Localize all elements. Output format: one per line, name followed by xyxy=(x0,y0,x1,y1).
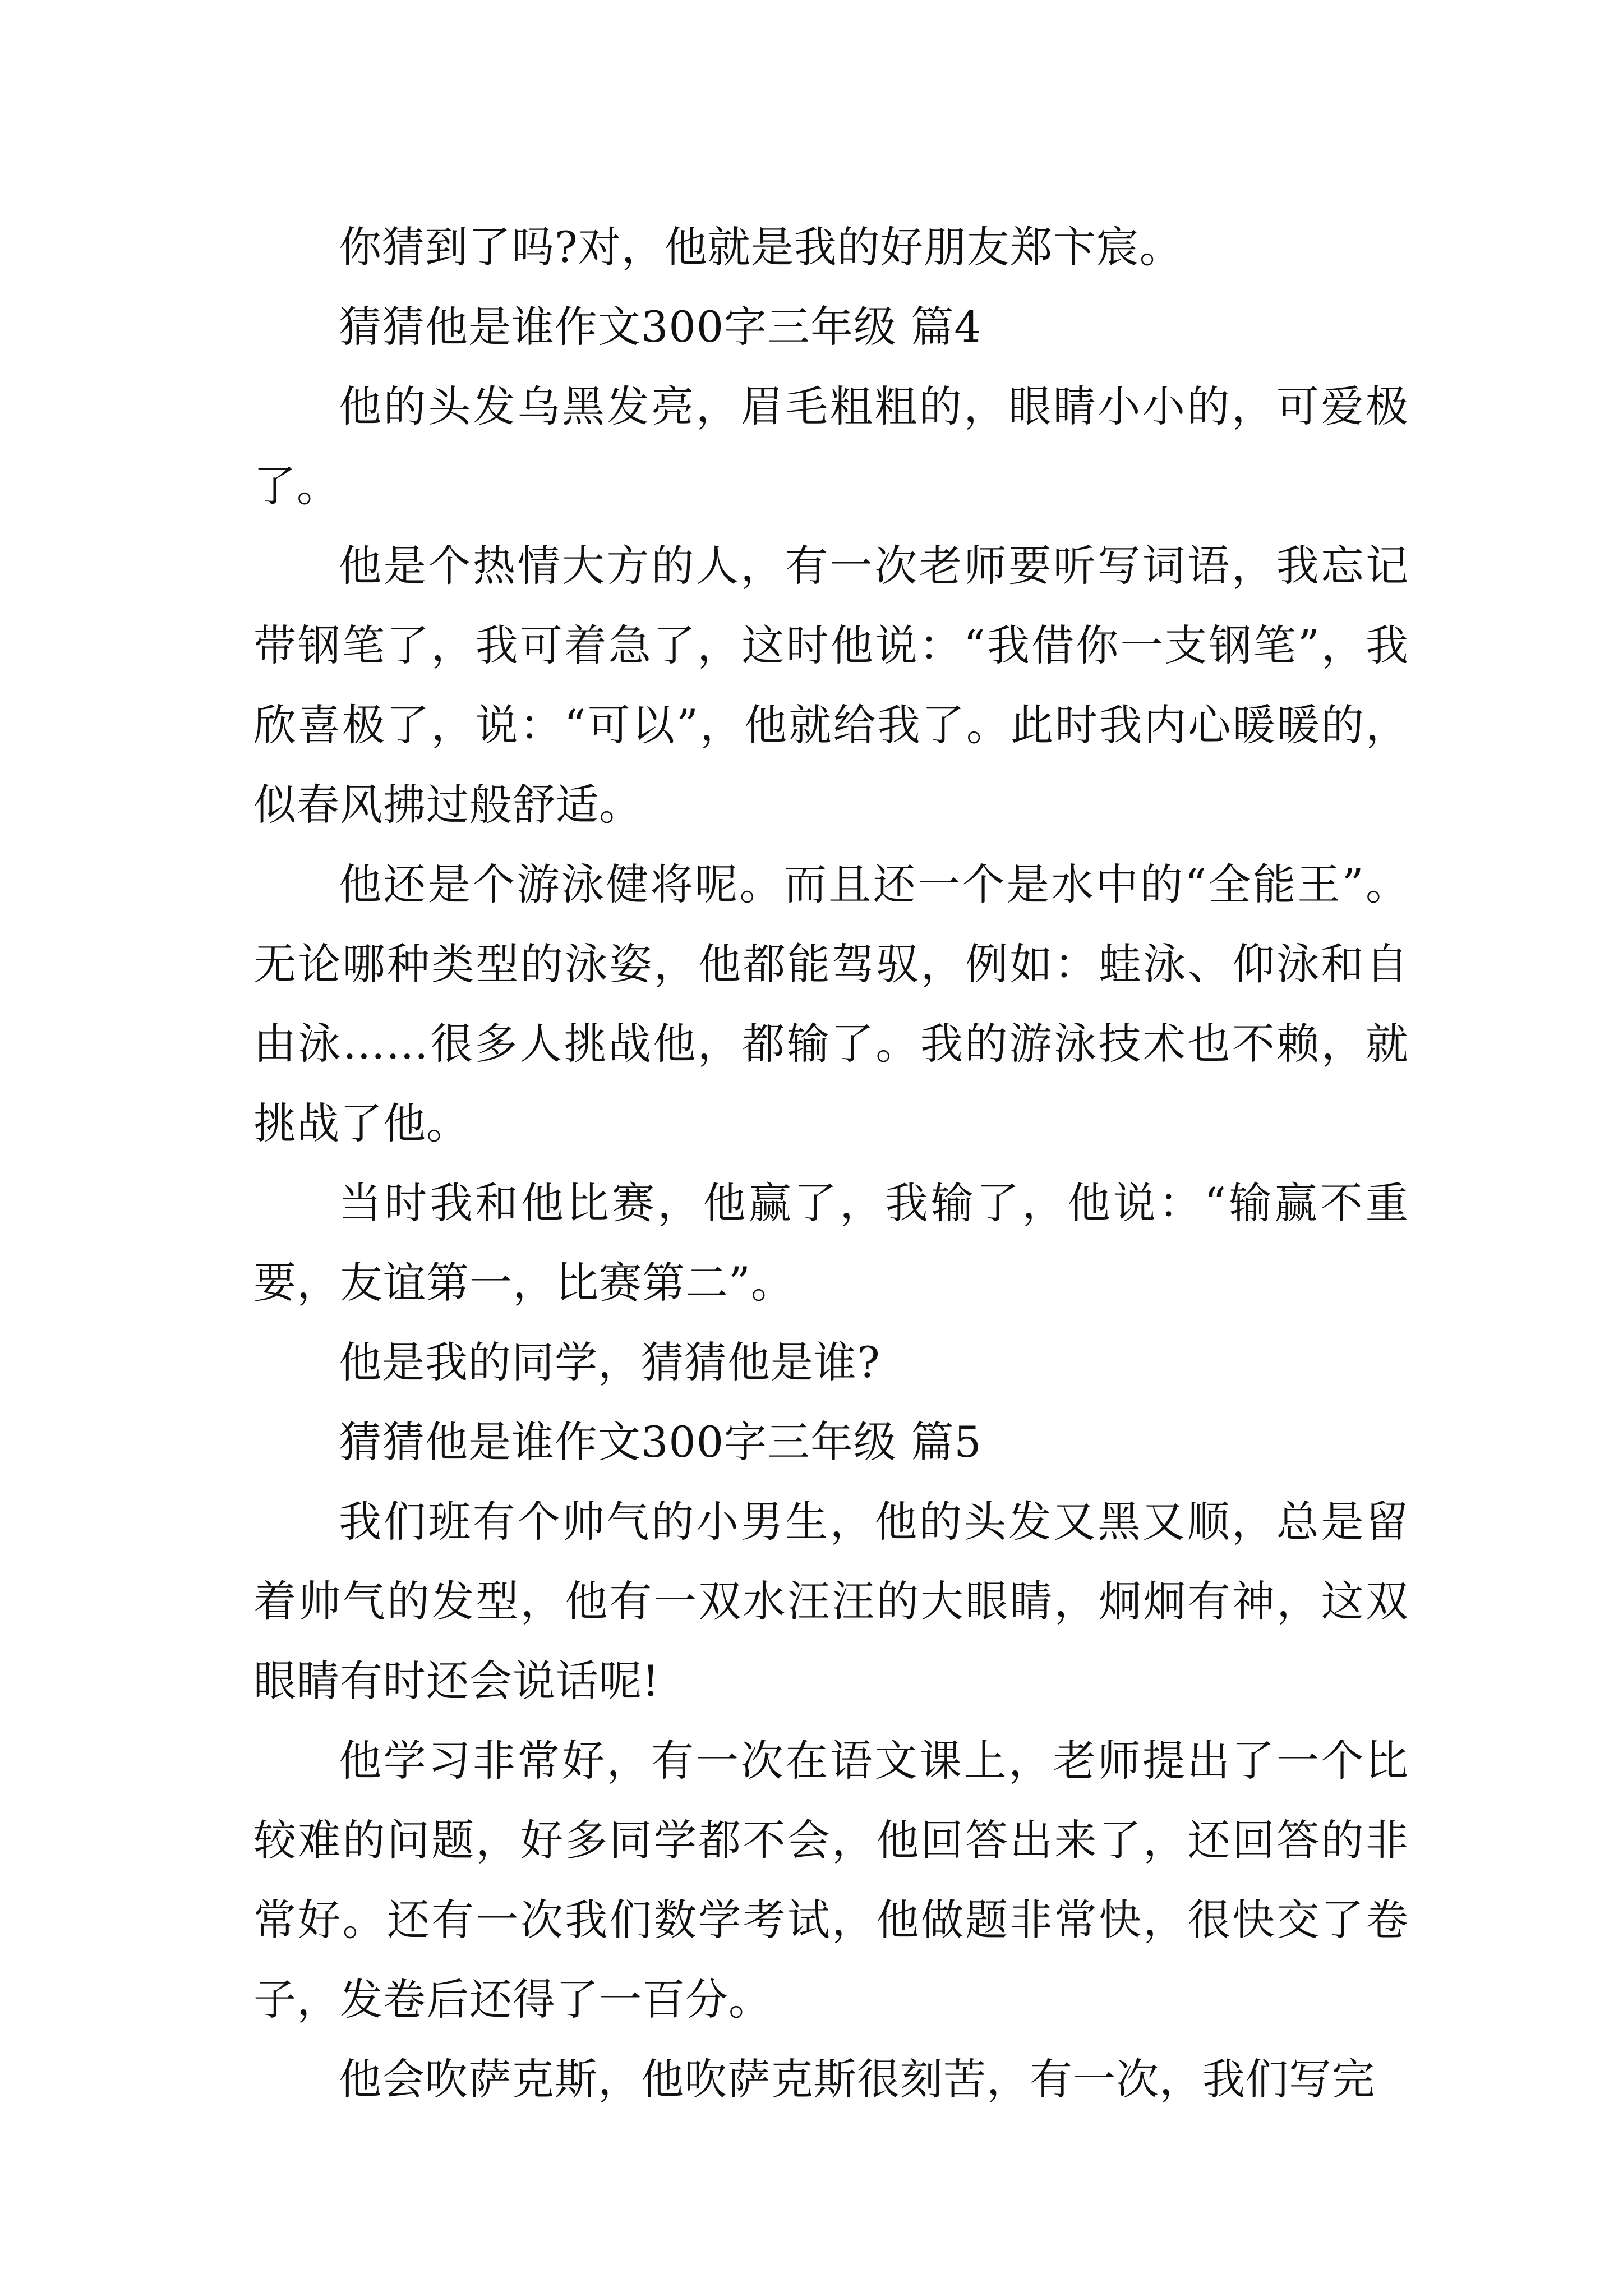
paragraph: 他的头发乌黑发亮，眉毛粗粗的，眼睛小小的，可爱极了。 xyxy=(253,381,1409,511)
paragraph: 他还是个游泳健将呢。而且还一个是水中的“全能王”。无论哪种类型的泳姿，他都能驾驭，例如：蛙泳、仰泳和自由泳……很多人挑战他，都输了。我的游泳技术也不赖，就挑战了他。 xyxy=(253,859,1409,1148)
section-heading: 猜猜他是谁作文300字三年级 篇4 xyxy=(339,302,982,352)
paragraph: 他是个热情大方的人，有一次老师要听写词语，我忘记带钢笔了，我可着急了，这时他说：“我借你一支钢笔”，我欣喜极了，说：“可以”，他就给我了。此时我内心暖暖的，似春风拂过般舒适。 xyxy=(253,541,1409,830)
paragraph: 他会吹萨克斯，他吹萨克斯很刻苦，有一次，我们写完 xyxy=(339,2054,1375,2104)
paragraph: 他是我的同学，猜猜他是谁? xyxy=(339,1337,880,1387)
paragraph: 你猜到了吗?对，他就是我的好朋友郑卞宸。 xyxy=(339,222,1183,272)
document-body xyxy=(253,208,1409,2119)
paragraph: 当时我和他比赛，他赢了，我输了，他说：“输赢不重要，友谊第一，比赛第二”。 xyxy=(253,1178,1409,1308)
section-heading: 猜猜他是谁作文300字三年级 篇5 xyxy=(339,1417,982,1467)
paragraph: 他学习非常好，有一次在语文课上，老师提出了一个比较难的问题，好多同学都不会，他回答出来了，还回答的非常好。还有一次我们数学考试，他做题非常快，很快交了卷子，发卷后还得了一百分。 xyxy=(253,1736,1409,2024)
paragraph: 我们班有个帅气的小男生，他的头发又黑又顺，总是留着帅气的发型，他有一双水汪汪的大眼睛，炯炯有神，这双眼睛有时还会说话呢! xyxy=(253,1497,1409,1706)
